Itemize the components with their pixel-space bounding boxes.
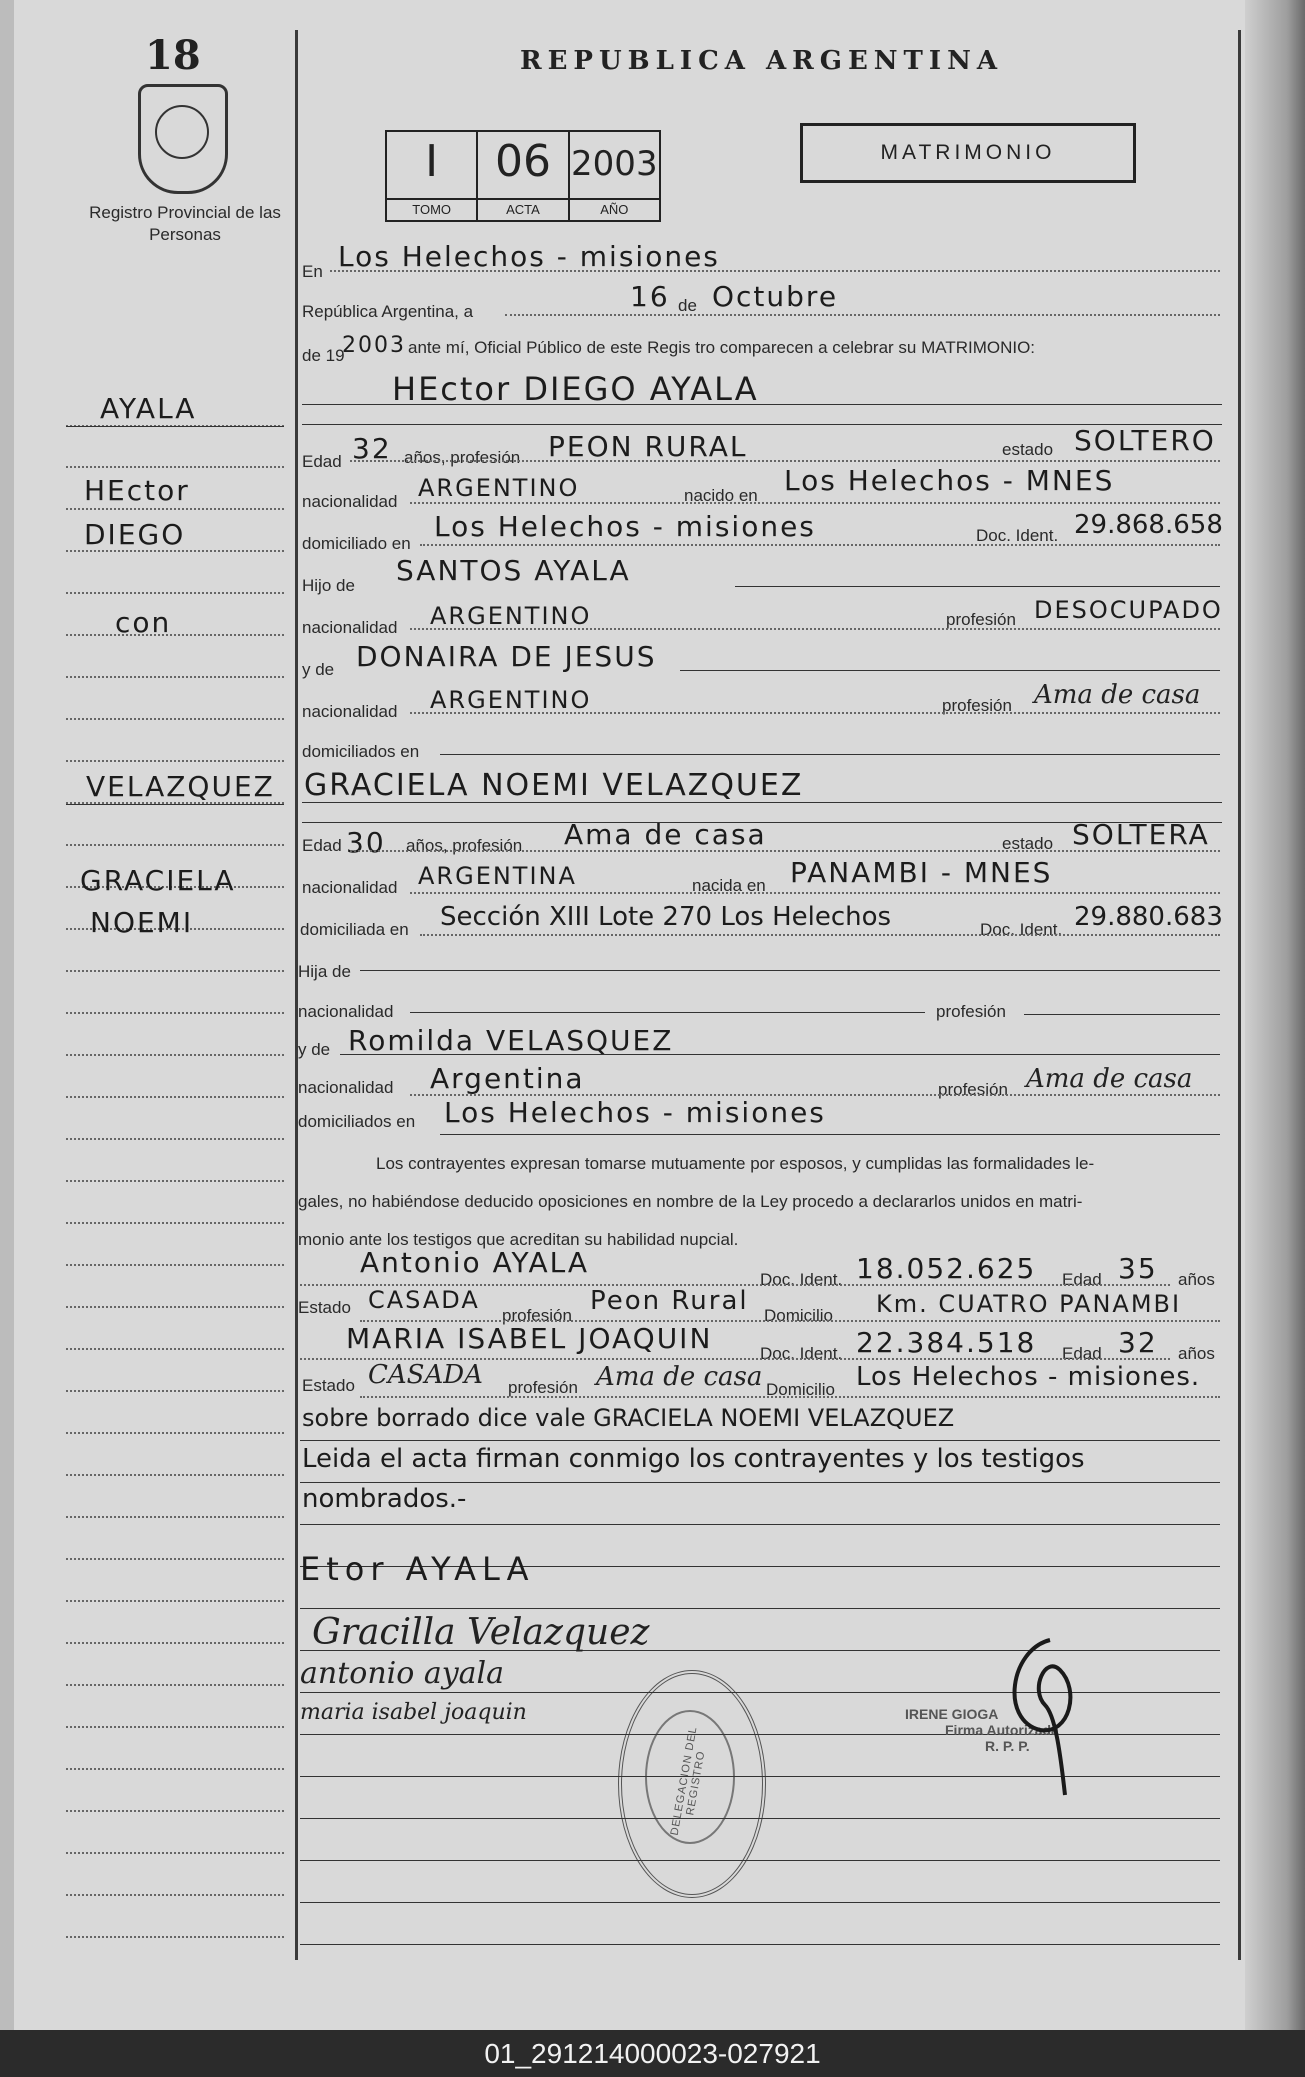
groom-father-prof-label: profesión [946,610,1016,629]
groom-mother-dots [410,712,1220,714]
acta-value: 06 [494,136,551,187]
bride-birthplace: PANAMBI - MNES [790,856,1053,889]
margin-line [66,1012,284,1014]
ante-text: ante mí, Oficial Público de este Regis tro comparecen a celebrar su MATRIMONIO: [408,338,1036,357]
groom-mother-rule [680,670,1220,671]
margin-name-bride-1: GRACIELA [80,864,236,897]
witness1-anos-label: años [1178,1270,1215,1289]
margin-line [66,1600,284,1602]
bride-hija-label: Hija de [298,962,351,981]
margin-line [66,508,284,510]
witness1-edad-label: Edad [1062,1270,1102,1289]
bride-father-nat-rule [410,1012,925,1013]
witness2-doc-label: Doc. Ident. [760,1344,843,1363]
margin-line [66,1936,284,1938]
sig-rule-1 [300,1608,1220,1609]
de-label: de [678,296,697,315]
note-line-2: Leida el acta firman conmigo los contrayentes y los testigos [302,1444,1085,1474]
margin-line [66,1390,284,1392]
margin-line [66,1432,284,1434]
bride-full-name: GRACIELA NOEMI VELAZQUEZ [304,768,804,803]
note-line-1: sobre borrado dice vale GRACIELA NOEMI VELAZQUEZ [302,1404,955,1432]
witness1-civil-status: CASADA [368,1286,480,1314]
margin-name-groom-2: DIEGO [84,518,186,551]
anio-value: 2003 [571,144,658,184]
officer-role: Firma Autorizada [945,1722,1059,1738]
volume-box [385,130,661,222]
bride-civil-status: SOLTERA [1072,818,1210,851]
seal-text: DELEGACION DEL REGISTRO [668,1725,708,1837]
groom-dom-dots [420,544,1220,546]
note-rule-2 [300,1482,1220,1483]
bride-father-prof-rule [1024,1014,1220,1015]
groom-profession: PEON RURAL [548,430,748,463]
witness1-doc: 18.052.625 [856,1252,1037,1285]
witness2-dom-label: Domicilio [766,1380,835,1399]
date-dots [505,314,1220,316]
bride-mother-rule [340,1054,1220,1055]
margin-line [66,1558,284,1560]
margin-surname-bride: VELAZQUEZ [86,770,275,803]
bride-mother-prof-label: profesión [938,1080,1008,1099]
anio-label: AÑO [570,198,659,220]
anio-cell [570,132,659,220]
witness2-civil-status: CASADA [368,1360,483,1390]
bride-nationality: ARGENTINA [418,862,577,890]
groom-age: 32 [352,432,392,465]
declaration-line-1: Los contrayentes expresan tomarse mutuamente por esposos, y cumplidas las formalidades le- [376,1154,1095,1173]
groom-civil-status: SOLTERO [1074,424,1216,457]
day-value: 16 [630,280,670,313]
bride-mother: Romilda VELASQUEZ [348,1024,674,1057]
margin-line [66,1180,284,1182]
groom-mother-prof-label: profesión [942,696,1012,715]
right-column-divider [1238,30,1241,1960]
groom-nac-dots [410,502,1220,504]
witness2-dom-dots [360,1396,1220,1398]
bride-nac-label: nacionalidad [302,878,398,897]
groom-doc-label: Doc. Ident. [976,526,1059,545]
declaration-line-3: monio ante los testigos que acreditan su habilidad nupcial. [298,1230,739,1249]
witness1-address: Km. CUATRO PANAMBI [876,1290,1182,1318]
witness1-prof-label: profesión [502,1306,572,1325]
bride-anos-prof-label: años, profesión [406,836,523,855]
margin-line [66,1684,284,1686]
bride-father-prof-label: profesión [936,1002,1006,1021]
bride-parents-dom-label: domiciliados en [298,1112,416,1131]
margin-name-bride-2: NOEMI [90,906,194,939]
sig-rule-8 [300,1902,1220,1903]
margin-line [66,844,284,846]
bride-doc-label: Doc. Ident. [980,920,1063,939]
bride-edad-label: Edad [302,836,342,855]
acta-label: ACTA [478,198,567,220]
margin-line [66,1852,284,1854]
witness2-doc: 22.384.518 [856,1326,1037,1359]
margin-line [66,970,284,972]
bride-yde-label: y de [298,1040,331,1059]
groom-father-rule [735,586,1220,587]
seal-icon [155,105,209,159]
bride-mother-nat-label: nacionalidad [298,1078,394,1097]
bride-estado-label: estado [1002,834,1054,853]
margin-connector: con [115,606,172,639]
groom-line-dots [350,460,1220,462]
margin-line [66,1138,284,1140]
year-value: 2003 [342,333,406,358]
bride-age: 30 [346,826,386,859]
groom-mother-nationality: ARGENTINO [430,686,592,714]
margin-line [66,1726,284,1728]
margin-line [66,1810,284,1812]
note-rule-1 [300,1440,1220,1441]
witness2-anos-label: años [1178,1344,1215,1363]
officer-signature-icon [990,1630,1100,1800]
note-line-3: nombrados.- [302,1484,467,1514]
witness2-age: 32 [1118,1326,1158,1359]
tomo-cell [387,132,478,220]
margin-line [66,466,284,468]
republica-label: República Argentina, a [302,302,474,321]
groom-mother-profession: Ama de casa [1034,680,1201,710]
document-title: REPUBLICA ARGENTINA [520,46,1004,76]
declaration-line-2: gales, no habiéndose deducido oposiciones en nombre de la Ley procedo a declararlos unidos en matri- [298,1192,1083,1211]
groom-name-rule [302,404,1222,405]
witness1-profession: Peon Rural [590,1286,749,1316]
margin-line [66,1348,284,1350]
witness1-doc-label: Doc. Ident. [760,1270,843,1289]
note-rule-3 [300,1524,1220,1525]
witness2-address: Los Helechos - misiones. [856,1362,1201,1392]
groom-parents-dom-label: domiciliados en [302,742,420,761]
sig-rule-9 [300,1944,1220,1945]
bride-profession: Ama de casa [564,818,767,851]
groom-parents-dom-rule [440,754,1220,755]
margin-name-groom-1: HEctor [84,474,190,507]
groom-mother: DONAIRA DE JESUS [356,640,657,673]
bride-address: Sección XIII Lote 270 Los Helechos [440,902,892,932]
groom-mother-nat-label: nacionalidad [302,702,398,721]
sig-rule-6 [300,1818,1220,1819]
bride-line-dots [350,850,1220,852]
groom-father-dots [410,628,1220,630]
margin-line [66,1642,284,1644]
witness1-name: Antonio AYALA [360,1246,590,1279]
groom-doc: 29.868.658 [1074,510,1223,540]
signature-witness2: maria isabel joaquin [300,1700,527,1725]
bride-father-nat-label: nacionalidad [298,1002,394,1021]
margin-line [66,1222,284,1224]
witness2-edad-label: Edad [1062,1344,1102,1363]
officer-reg: R. P. P. [985,1738,1030,1754]
groom-father-profession: DESOCUPADO [1034,596,1223,624]
de-year-label: de 19 [302,346,345,365]
groom-anos-prof-label: años, profesión [404,448,521,467]
margin-line [66,1054,284,1056]
margin-line [66,1768,284,1770]
place-value: Los Helechos - misiones [338,240,720,273]
signature-bride: Gracilla Velazquez [312,1612,650,1653]
image-id-footer: 01_291214000023-027921 [484,2038,821,2069]
place-dots [330,270,1220,272]
groom-father-nationality: ARGENTINO [430,602,592,630]
groom-yde-label: y de [302,660,335,679]
witness2-profession: Ama de casa [596,1362,763,1392]
officer-name: IRENE GIOGA [905,1706,999,1722]
acta-cell [478,132,569,220]
witness2-prof-label: profesión [508,1378,578,1397]
act-type-box: MATRIMONIO [800,123,1136,183]
groom-estado-label: estado [1002,440,1054,459]
groom-father: SANTOS AYALA [396,554,631,587]
groom-edad-label: Edad [302,452,342,471]
en-label: En [302,262,323,281]
margin-line [66,1096,284,1098]
bride-name-rule [302,802,1222,803]
margin-line [66,1306,284,1308]
bride-doc: 29.880.683 [1074,902,1223,932]
bride-mother-nationality: Argentina [430,1062,585,1095]
groom-father-nat-label: nacionalidad [302,618,398,637]
bride-dom-label: domiciliada en [300,920,409,939]
margin-solid-rule [66,426,284,427]
groom-nac-label: nacionalidad [302,492,398,511]
witness1-age: 35 [1118,1252,1158,1285]
margin-solid-rule [66,804,284,805]
groom-nacido-label: nacido en [684,486,758,505]
margin-line [66,718,284,720]
bride-mother-profession: Ama de casa [1026,1064,1193,1094]
registry-name: Registro Provincial de las Personas [89,203,281,244]
tomo-value: I [425,136,439,187]
witness2-estado-label: Estado [302,1376,355,1395]
witness1-dom-label: Domicilio [764,1306,833,1325]
groom-dom-label: domiciliado en [302,534,411,553]
month-value: Octubre [712,280,839,313]
margin-line [66,1474,284,1476]
signature-groom: Etor AYALA [300,1550,535,1588]
bride-parents-address: Los Helechos - misiones [444,1096,826,1129]
sig-rule-7 [300,1860,1220,1861]
bride-father-rule [360,970,1220,971]
margin-line [66,676,284,678]
bride-dom-dots [420,934,1220,936]
signature-witness1: antonio ayala [300,1656,505,1691]
left-column-divider [295,30,298,1960]
groom-nationality: ARGENTINO [418,474,580,502]
groom-birthplace: Los Helechos - MNES [784,464,1115,497]
groom-hijo-label: Hijo de [302,576,355,595]
margin-line [66,1264,284,1266]
witness2-name: MARIA ISABEL JOAQUIN [346,1322,713,1355]
margin-line [66,634,284,636]
page-number: 18 [145,32,201,79]
groom-address: Los Helechos - misiones [434,510,816,543]
tomo-label: TOMO [387,198,476,220]
witness1-estado-label: Estado [298,1298,351,1317]
bride-nacida-label: nacida en [692,876,766,895]
bride-parents-dom-rule [440,1134,1220,1135]
margin-line [66,760,284,762]
groom-full-name: HEctor DIEGO AYALA [392,370,759,408]
bride-nac-dots [410,892,1220,894]
margin-line [66,592,284,594]
margin-line [66,1894,284,1896]
margin-surname-groom: AYALA [100,392,197,425]
margin-line [66,1516,284,1518]
registry-emblem [138,84,228,194]
